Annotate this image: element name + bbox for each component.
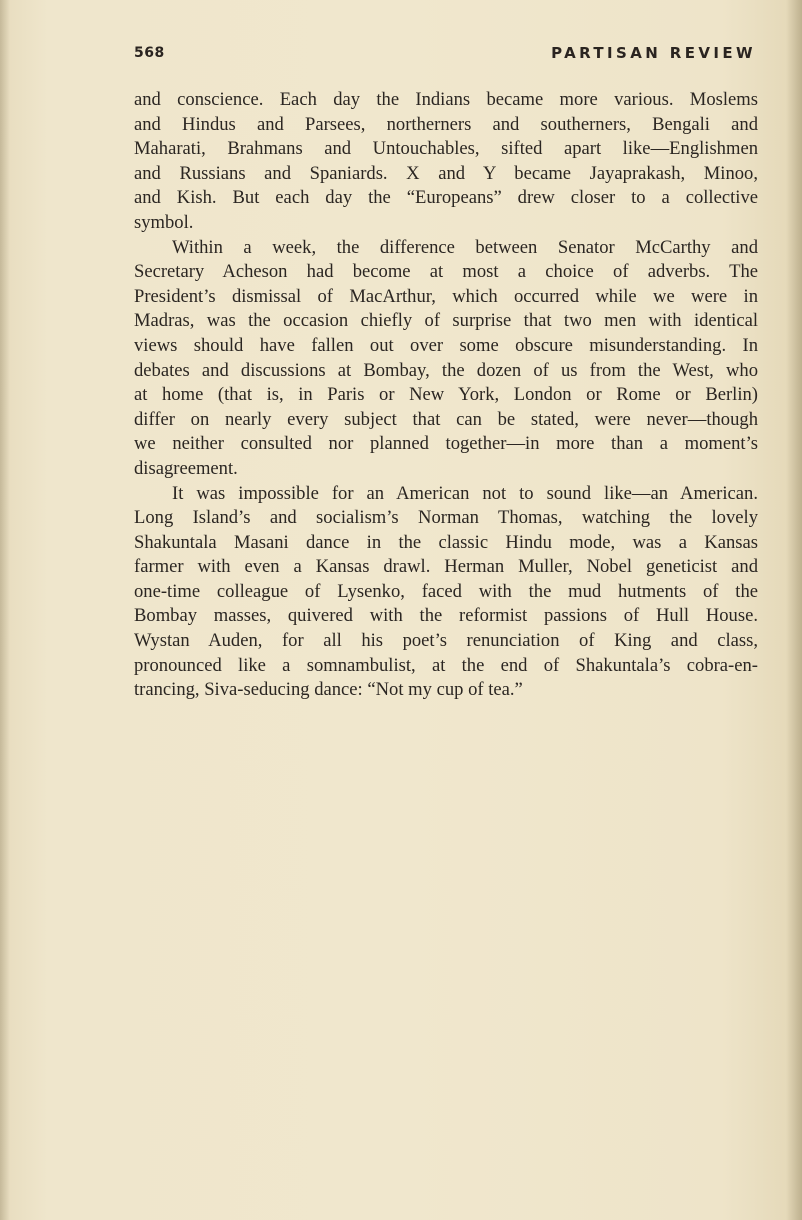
text-line: President’s dismissal of MacArthur, which occurred while we were in <box>134 285 758 307</box>
paragraph-3 <box>134 482 758 703</box>
text-line: and conscience. Each day the Indians became more various. Moslems <box>134 89 758 110</box>
text-line: Shakuntala Masani dance in the classic Hindu mode, was a Kansas <box>134 531 758 553</box>
text-line: we neither consulted nor planned together—in more than a moment’s <box>134 433 758 455</box>
text-line: one-time colleague of Lysenko, faced with the mud hutments of the <box>134 580 758 602</box>
text-line: Maharati, Brahmans and Untouchables, sifted apart like—Englishmen <box>134 138 758 160</box>
page-left-shadow <box>0 0 10 1220</box>
text-line: at home (that is, in Paris or New York, London or Rome or Berlin) <box>134 384 758 406</box>
paragraph-1 <box>134 88 758 236</box>
text-line: debates and discussions at Bombay, the dozen of us from the West, who <box>134 359 758 381</box>
text-line: It was impossible for an American not to sound like—an American. <box>172 482 758 504</box>
text-line: symbol. <box>134 211 194 233</box>
text-line: trancing, Siva-seducing dance: “Not my cup of tea.” <box>134 679 523 701</box>
paragraph-2 <box>134 236 758 482</box>
article-body <box>134 88 758 703</box>
text-line: Secretary Acheson had become at most a choice of adverbs. The <box>134 261 758 283</box>
text-line: differ on nearly every subject that can be stated, were never—though <box>134 408 758 430</box>
text-line: pronounced like a somnambulist, at the end of Shakuntala’s cobra-en- <box>134 654 758 676</box>
text-line: Madras, was the occasion chiefly of surprise that two men with identical <box>134 310 758 332</box>
text-line: Within a week, the difference between Senator McCarthy and <box>172 236 758 258</box>
text-line: farmer with even a Kansas drawl. Herman Muller, Nobel geneticist and <box>134 556 758 578</box>
text-line: and Kish. But each day the “Europeans” drew closer to a collective <box>134 187 758 209</box>
page-number: 568 <box>134 45 165 61</box>
running-title: PARTISAN REVIEW <box>551 44 756 62</box>
text-line: Wystan Auden, for all his poet’s renunciation of King and class, <box>134 630 758 652</box>
text-line: Long Island’s and socialism’s Norman Thomas, watching the lovely <box>134 507 758 529</box>
text-line: and Hindus and Parsees, northerners and southerners, Bengali and <box>134 113 758 135</box>
text-line: disagreement. <box>134 457 238 479</box>
text-line: views should have fallen out over some obscure misunderstanding. In <box>134 334 758 356</box>
text-line: and Russians and Spaniards. X and Y became Jayaprakash, Minoo, <box>134 162 758 184</box>
page-right-shadow <box>786 0 802 1220</box>
text-line: Bombay masses, quivered with the reformist passions of Hull House. <box>134 605 758 627</box>
